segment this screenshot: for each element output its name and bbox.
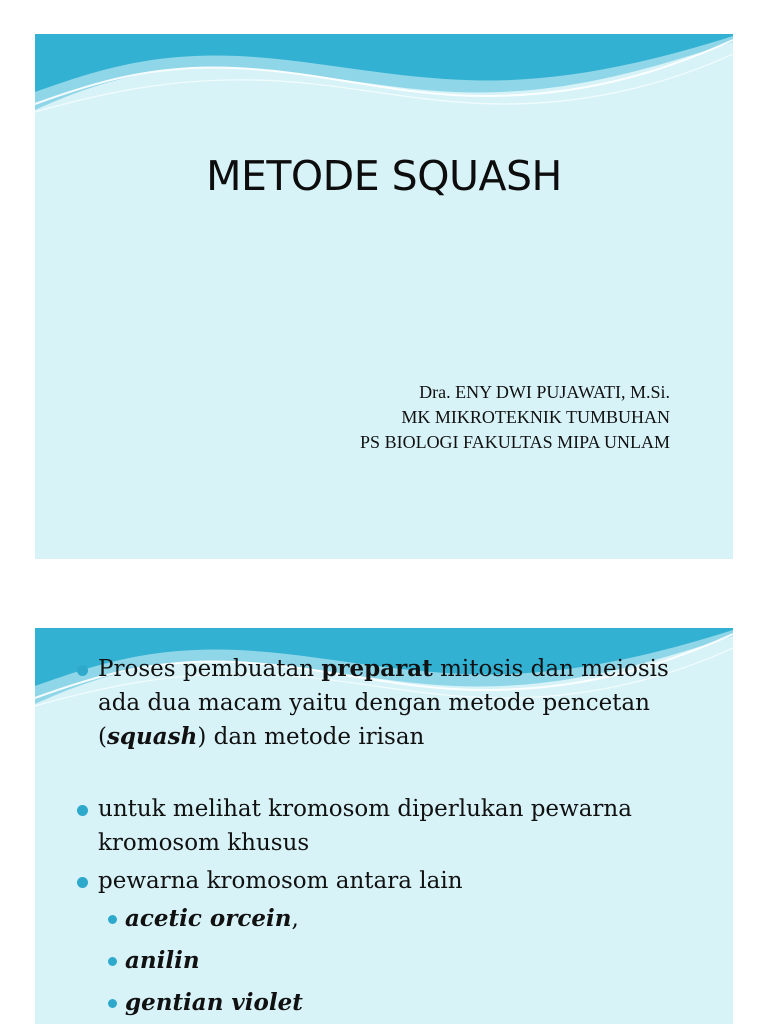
bullet-dot-icon <box>77 877 88 888</box>
bullet-dot-icon <box>77 665 88 676</box>
bullet-text: Proses pembuatan <box>98 656 322 682</box>
bullet-dot-icon <box>108 957 117 966</box>
sub-bullet-text: acetic orcein <box>125 905 292 932</box>
bullet-text: pewarna kromosom antara lain <box>98 868 463 894</box>
sub-bullet-item <box>35 940 733 982</box>
slide-title: METODE SQUASH <box>206 152 562 200</box>
bullet-bold-term: preparat <box>321 655 433 682</box>
bullet-emphasis-term: squash <box>106 723 198 750</box>
author-block <box>360 380 670 455</box>
bullet-dot-icon <box>108 915 117 924</box>
sub-bullet-item <box>35 898 733 940</box>
bullet-dot-icon <box>77 805 88 816</box>
bullet-text: untuk melihat kromosom diperlukan pewarna kromosom khusus <box>98 796 632 856</box>
sub-bullet-item <box>35 982 733 1024</box>
wave-decoration <box>35 34 733 124</box>
sub-bullet-text: gentian violet <box>125 989 303 1016</box>
title-slide <box>35 34 733 559</box>
course-name: MK MIKROTEKNIK TUMBUHAN <box>401 407 670 427</box>
sub-bullet-suffix: , <box>291 906 299 932</box>
bullet-dot-icon <box>108 999 117 1008</box>
bullet-item <box>35 864 733 898</box>
bullet-list <box>35 652 733 1024</box>
bullet-text: ) dan metode irisan <box>197 724 425 750</box>
content-slide <box>35 628 733 1024</box>
bullet-item <box>35 652 733 754</box>
sub-bullet-text: anilin <box>125 947 200 974</box>
author-name: Dra. ENY DWI PUJAWATI, M.Si. <box>419 382 670 402</box>
bullet-text: mitosis dan meiosis ada dua macam yaitu dengan metode pencetan ( <box>98 656 669 750</box>
bullet-item <box>35 792 733 860</box>
institution-name: PS BIOLOGI FAKULTAS MIPA UNLAM <box>360 432 670 452</box>
